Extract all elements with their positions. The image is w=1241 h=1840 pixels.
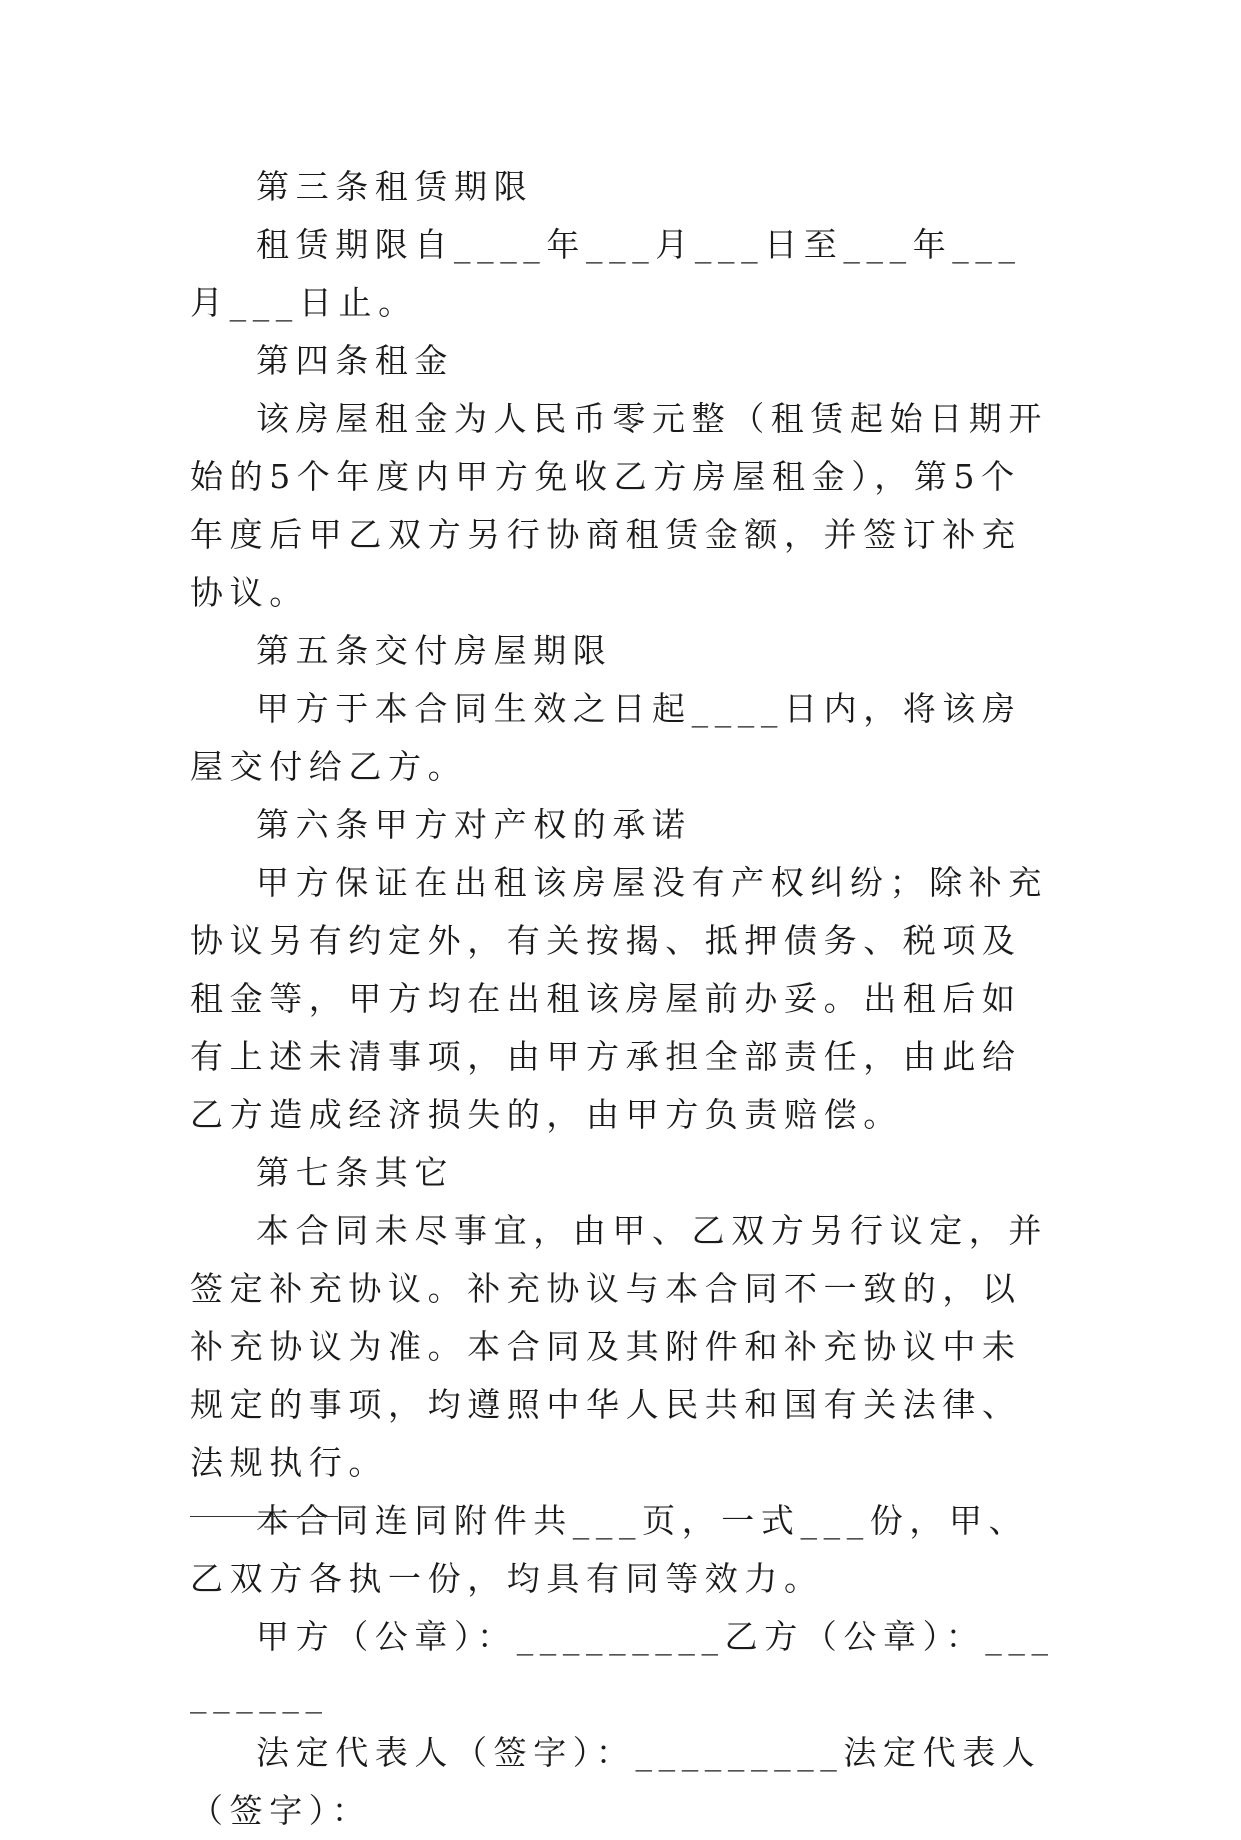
article-5-heading: 第五条交付房屋期限	[256, 631, 613, 670]
article-6-heading: 第六条甲方对产权的承诺	[256, 805, 692, 844]
other-terms-paragraph: 本合同未尽事宜，由甲、乙双方另行议定，并签定补充协议。补充协议与本合同不一致的，以补充协议为准。本合同及其附件和补充协议中未规定的事项，均遵照中华人民共和国有关法律、法规执行。	[190, 1211, 1048, 1482]
lease-term-paragraph: 租赁期限自____年___月___日至___年___月___日止。	[190, 225, 1022, 322]
legal-representative-signature-line: 法定代表人（签字）：_________法定代表人（签字）：	[190, 1733, 1042, 1830]
copies-paragraph: 本合同连同附件共___页，一式___份，甲、乙双方各执一份，均具有同等效力。	[190, 1501, 1029, 1598]
article-7-heading: 第七条其它	[256, 1153, 454, 1192]
article-3-heading: 第三条租赁期限	[256, 167, 534, 206]
seal-line: 甲方（公章）：_________乙方（公章）：_________	[190, 1617, 1055, 1714]
contract-body	[190, 158, 1060, 1840]
property-rights-paragraph: 甲方保证在出租该房屋没有产权纠纷；除补充协议另有约定外，有关按揭、抵押债务、税项及租金等，甲方均在出租该房屋前办妥。出租后如有上述未清事项，由甲方承担全部责任，由此给乙方造成经济损失的，由甲方负责赔偿。	[190, 863, 1048, 1134]
signature-blank-line	[190, 1516, 338, 1517]
rent-paragraph: 该房屋租金为人民币零元整（租赁起始日期开始的5个年度内甲方免收乙方房屋租金），第5个年度后甲乙双方另行协商租赁金额，并签订补充协议。	[190, 399, 1048, 612]
delivery-paragraph: 甲方于本合同生效之日起____日内，将该房屋交付给乙方。	[190, 689, 1022, 786]
article-4-heading: 第四条租金	[256, 341, 454, 380]
